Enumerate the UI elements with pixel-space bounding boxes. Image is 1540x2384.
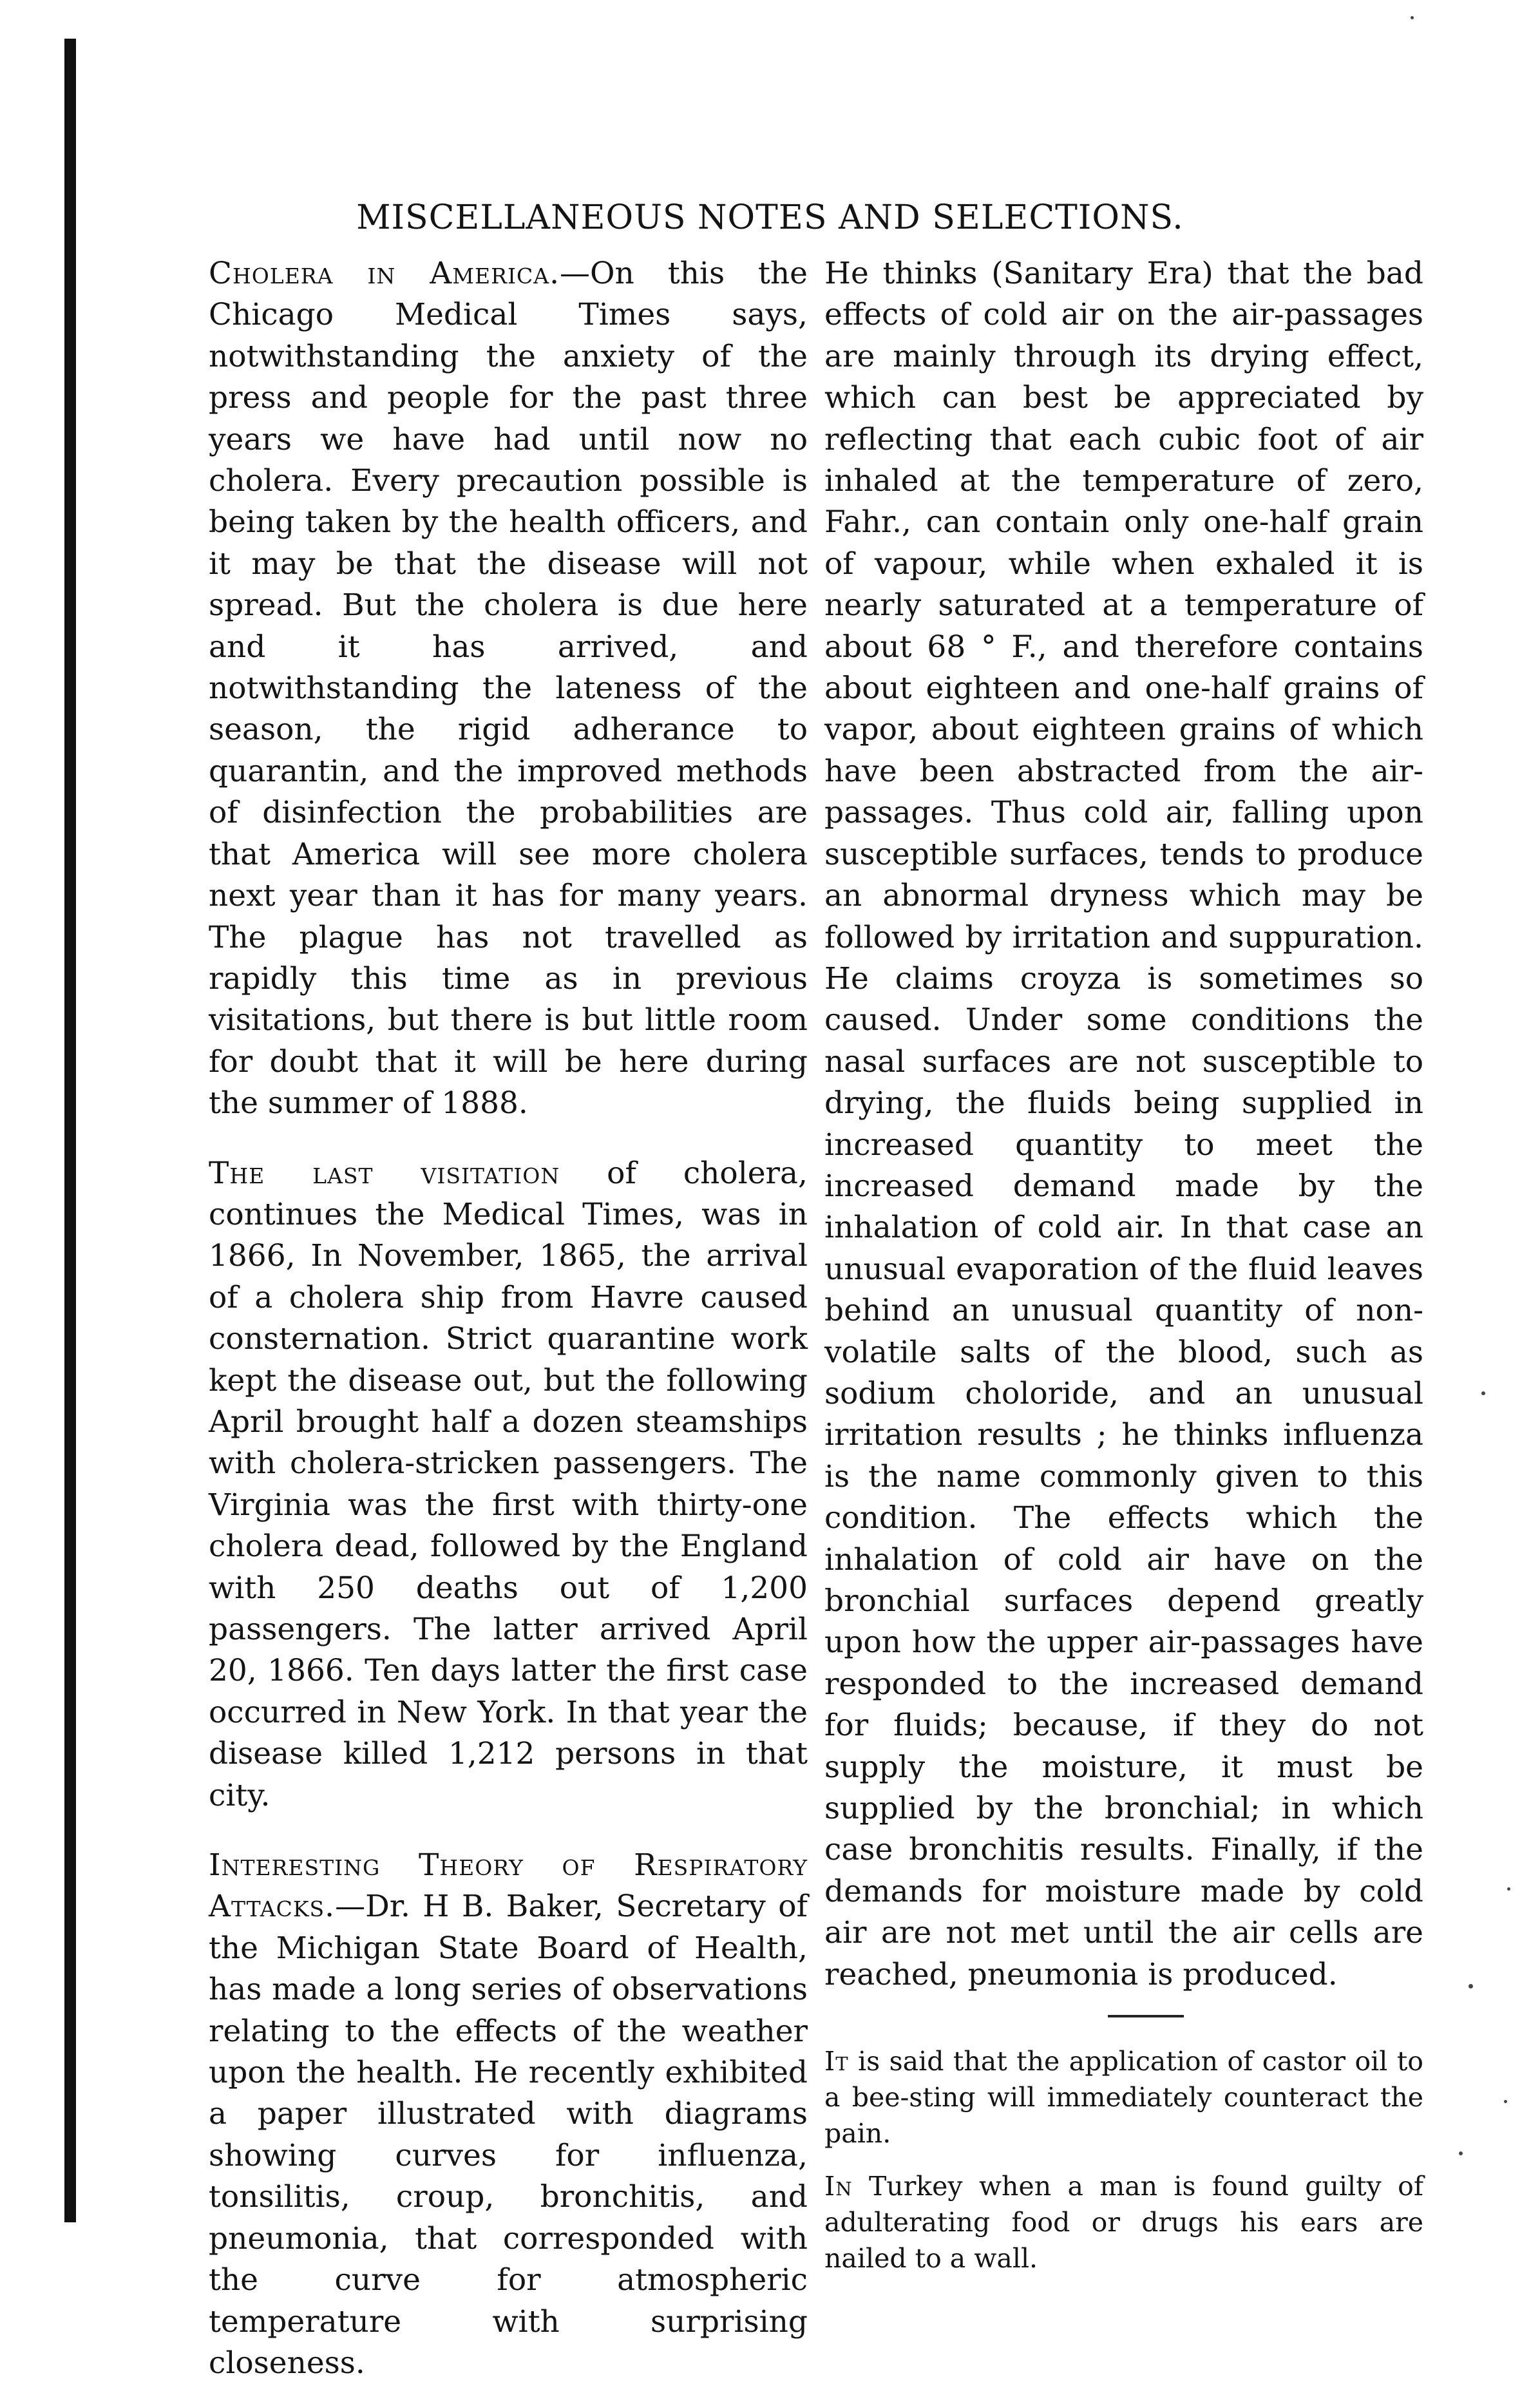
note-turkey <box>824 2168 1423 2276</box>
note-text: is said that the application of castor oil to a bee-sting will immediately counteract the pain. <box>824 2046 1423 2150</box>
note-lead: In <box>824 2171 853 2202</box>
article-heading: Cholera in America. <box>209 256 560 291</box>
article-heading: Interesting Theory of Respiratory Attacks. <box>209 1847 808 1925</box>
scan-speck <box>1504 2100 1507 2103</box>
note-castor-oil <box>824 2043 1423 2151</box>
left-column <box>209 253 808 2384</box>
scan-speck <box>1481 1391 1485 1395</box>
article-continuation: He thinks (Sanitary Era) that the bad effects of cold air on the air-passages are mainly through its drying effect, which can best be appreciated by reflecting that each cubic foot of air inhaled at the temperature of zero, Fahr., can contain only one-half grain of vapour, while when exhaled it is nearly saturated at a temperature of about 68 ° F., and therefore contains about eighteen and one-half grains of vapor, about eighteen grains of which have been abstracted from the air-passages. Thus cold air, falling upon susceptible surfaces, tends to produce an abnormal dryness which may be followed by irritation and suppuration. He claims croyza is sometimes so caused. Under some conditions the nasal surfaces are not susceptible to drying, the fluids being supplied in increased quantity to meet the increased demand made by the inhalation of cold air. In that case an unusual evaporation of the fluid leaves behind an unusual quantity of non-volatile salts of the blood, such as sodium choloride, and an unusual irritation results ; he thinks influenza is the name commonly given to this condition. The effects which the inhalation of cold air have on the bronchial surfaces depend greatly upon how the upper air-passages have responded to the increased demand for fluids; because, if they do not supply the moisture, it must be supplied by the bronchial; in which case bronchitis results. Finally, if the demands for moisture made by cold air are not met until the air cells are reached, pneumonia is produced. <box>824 256 1423 1992</box>
article-last-visitation <box>209 1153 808 1817</box>
article-respiratory-attacks <box>209 1845 808 2384</box>
scan-speck <box>1411 16 1414 19</box>
article-heading: The last visitation <box>209 1155 560 1191</box>
scan-speck <box>1459 2151 1463 2155</box>
article-cholera-in-america <box>209 253 808 1125</box>
page-title: MISCELLANEOUS NOTES AND SELECTIONS. <box>356 198 1184 237</box>
note-text: Turkey when a man is found guilty of adulterating food or drugs his ears are nailed to a wall. <box>824 2171 1423 2274</box>
section-divider <box>1108 2015 1184 2017</box>
right-column <box>824 253 1423 2276</box>
note-lead: It <box>824 2046 849 2077</box>
binding-edge-bar <box>64 39 76 2222</box>
scan-speck <box>1507 1887 1510 1891</box>
article-body: of cholera, continues the Medical Times, was in 1866, In November, 1865, the arrival of a cholera ship from Havre caused consternation. Strict quarantine work kept the disease out, but the following April brought half a dozen steamships with cholera-stricken passengers. The Virginia was the first with thirty-one cholera dead, followed by the England with 250 deaths out of 1,200 passengers. The latter arrived April 20, 1866. Ten days latter the first case occurred in New York. In that year the disease killed 1,212 persons in that city. <box>209 1155 808 1813</box>
scan-speck <box>1469 1984 1473 1988</box>
article-body: —On this the Chicago Medical Times says, notwithstanding the anxiety of the press and people for the past three years we have had until now no cholera. Every precaution possible is being taken by the health officers, and it may be that the disease will not spread. But the cholera is due here and it has arrived, and notwithstanding the lateness of the season, the rigid adherance to quarantin, and the improved methods of disinfection the probabilities are that America will see more cholera next year than it has for many years. The plague has not travelled as rapidly this time as in previous visitations, but there is but little room for doubt that it will be here during the summer of 1888. <box>209 256 808 1121</box>
article-body: —Dr. H B. Baker, Secretary of the Michigan State Board of Health, has made a long series of observations relating to the effects of the weather upon the health. He recently exhibited a paper illustrated with diagrams showing curves for influenza, tonsilitis, croup, bronchitis, and pneumonia, that corresponded with the curve for atmospheric temperature with surprising closeness. <box>209 1889 808 2381</box>
